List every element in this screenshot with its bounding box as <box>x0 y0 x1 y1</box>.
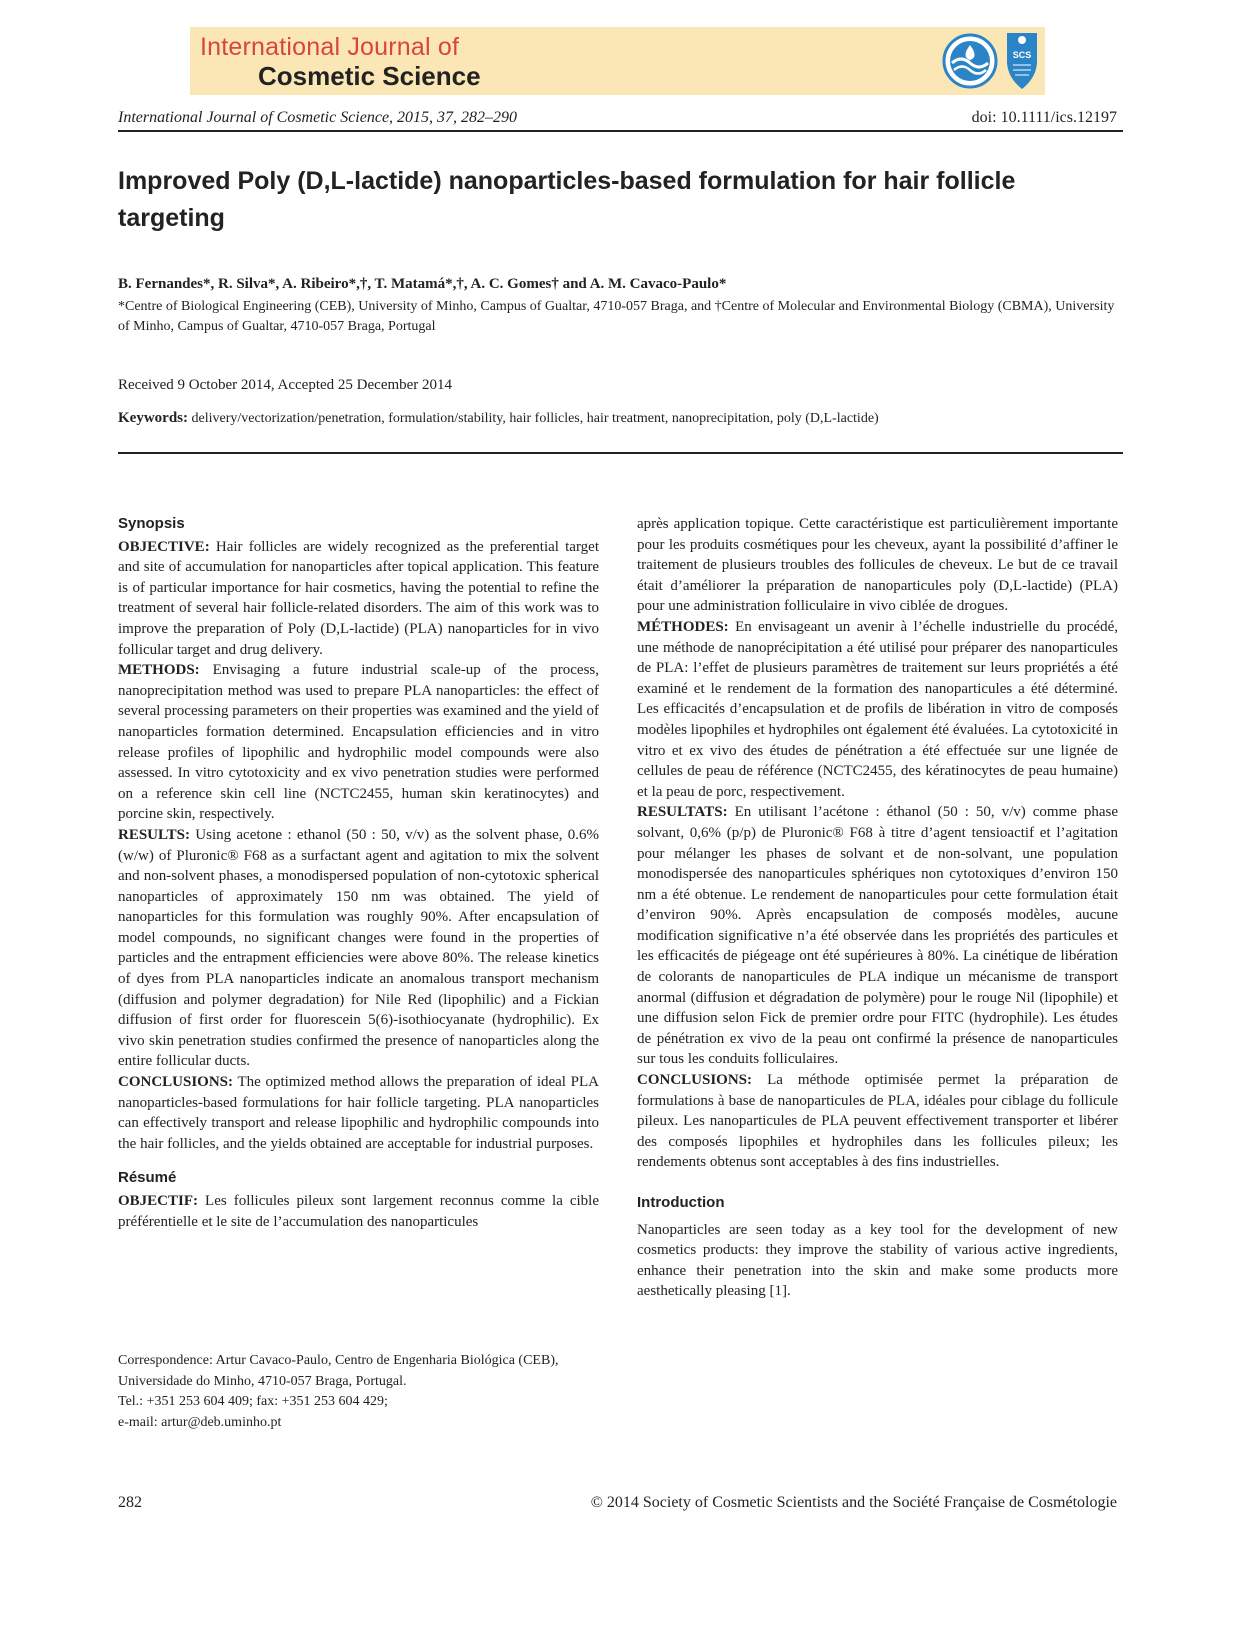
article-title: Improved Poly (D,L-lactide) nanoparticles-based formulation for hair follicle targeting <box>118 167 1016 232</box>
svg-text:SCS: SCS <box>1012 50 1032 60</box>
synopsis-results: RESULTS: Using acetone : ethanol (50 : 50, v/v) as the solvent phase, 0.6% (w/w) of Pluronic® F68 as a surfactant agent and agitation to mix the solvent and non-solvent phases, a monodispersed population of non-cytotoxic spherical nanoparticles of approximately 150 nm was obtained. The yield of nanoparticles for this formulation was roughly 90%. After encapsulation of model compounds, no significant changes were found in the properties of particles and the entrapment efficiencies were above 80%. The release kinetics of dyes from PLA nanoparticles indicate an anomalous transport mechanism (diffusion and polymer degradation) for Nile Red (lipophilic) and a Fickian diffusion of first order for fluorescein 5(6)-isothiocyanate (hydrophilic). Ex vivo skin penetration studies confirmed the presence of nanoparticles along the entire follicular ducts. <box>118 826 600 1070</box>
abstract-rule <box>118 452 1123 454</box>
synopsis-objective: OBJECTIVE: Hair follicles are widely recognized as the preferential target and site of accumulation for nanoparticles after topical application. This feature is of particular importance for hair cosmetics, having the potential to refine the treatment of several hair follicle-related disorders. The aim of this work was to improve the preparation of Poly (D,L-lactide) (PLA) nanoparticles for in vivo follicular target and drug delivery. <box>118 538 600 658</box>
keywords <box>118 410 879 427</box>
correspondence <box>118 1351 608 1433</box>
resume-heading: Résumé <box>118 1169 177 1187</box>
journal-name-line1: International Journal of <box>200 33 460 61</box>
header-rule <box>118 130 1123 132</box>
introduction-heading: Introduction <box>637 1194 725 1211</box>
journal-name-line2: Cosmetic Science <box>258 61 481 91</box>
keywords-text: delivery/vectorization/penetration, formulation/stability, hair follicles, hair treatment, nanoprecipitation, poly (D,L-lactide) <box>191 411 879 426</box>
received-dates: Received 9 October 2014, Accepted 25 December 2014 <box>118 377 453 393</box>
resume-objectif-start: OBJECTIF: Les follicules pileux sont largement reconnus comme la cible préférentielle et le site de l’accumulation des nanoparticules <box>118 1193 600 1230</box>
copyright: © 2014 Society of Cosmetic Scientists and the Société Française de Cosmétologie <box>590 1494 1117 1511</box>
author-list: B. Fernandes*, R. Silva*, A. Ribeiro*,†, T. Matamá*,†, A. C. Gomes† and A. M. Cavaco-Paulo* <box>118 276 727 292</box>
introduction-text: Nanoparticles are seen today as a key tool for the development of new cosmetics products: they improve the stability of various active ingredients, enhance their penetration into the skin and make some products more aesthetically pleasing [1]. <box>637 1221 1118 1300</box>
scs-shield-icon <box>1005 31 1039 91</box>
correspondence-address: Correspondence: Artur Cavaco-Paulo, Centro de Engenharia Biológica (CEB), Universidade do Minho, 4710-057 Braga, Portugal. <box>118 1353 559 1389</box>
journal-banner <box>190 27 1045 95</box>
doi: doi: 10.1111/ics.12197 <box>971 109 1117 126</box>
correspondence-email: e-mail: artur@deb.uminho.pt <box>118 1414 282 1430</box>
ifscc-logo-icon <box>942 33 998 89</box>
resume-resultats: RESULTATS: En utilisant l’acétone : éthanol (50 : 50, v/v) comme phase solvant, 0,6% (p/p) de Pluronic® F68 à titre d’agent tensioactif et l’agitation pour mélanger les phases de solvant et de non-solvant, une population monodispersée des nanoparticules sphériques non cytotoxiques d’environ 150 nm a été obtenue. Le rendement de nanoparticules pour cette formulation était d’environ 90%. Après encapsulation de composés modèles, aucune modification significative n’a été observée dans les propriétés des particules et les efficacités de piégeage ont été supérieures à 80%. La cinétique de libération de colorants de nanoparticules de PLA indique un mécanisme de transport anormal (diffusion et dégradation de polymère) pour le rouge Nil (lipophile) et une diffusion selon Fick de premier ordre pour FITC (hydrophile). Les études de pénétration ex vivo de la peau ont confirmé la présence de nanoparticules sur tous les conduits folliculaires. <box>637 804 1119 1068</box>
synopsis-heading: Synopsis <box>118 515 185 532</box>
page-number: 282 <box>118 1494 142 1511</box>
right-column <box>637 514 1118 1302</box>
resume-objectif-continued: après application topique. Cette caractéristique est particulièrement importante pour les produits cosmétiques pour les cheveux, ayant la possibilité d’affiner le traitement de plusieurs troubles des follicules de cheveux. Le but de ce travail était d’améliorer la préparation de nanoparticules poly (D,L-lactide) (PLA) pour une administration folliculaire in vivo ciblée de drogues. <box>637 516 1118 615</box>
resume-conclusions: CONCLUSIONS: La méthode optimisée permet la préparation de formulations à base de nanoparticules de PLA, idéales pour ciblage du follicule pileux. Les nanoparticules de PLA peuvent effectivement transporter et libérer des composés lipophiles et hydrophiles dans les follicules pileux; les rendements obtenus sont acceptables à des fins industrielles. <box>637 1072 1118 1171</box>
keywords-label: Keywords: <box>118 410 188 426</box>
synopsis-methods: METHODS: Envisaging a future industrial scale-up of the process, nanoprecipitation method was used to prepare PLA nanoparticles: the effect of several processing parameters on their properties was examined and the yield of nanoparticles formation determined. Encapsulation efficiencies and in vitro release profiles of lipophilic and hydrophilic model compounds were also assessed. In vitro cytotoxicity and ex vivo penetration studies were performed on a reference skin cell line (NCTC2455, human skin keratinocytes) and porcine skin, respectively. <box>118 662 600 823</box>
running-citation: International Journal of Cosmetic Science, 2015, 37, 282–290 <box>118 109 518 126</box>
resume-methodes: MÉTHODES: En envisageant un avenir à l’échelle industrielle du procédé, une méthode de nanoprécipitation a été utilisé pour préparer des nanoparticules de PLA: l’effet de plusieurs paramètres de traitement sur leurs propriétés a été examiné et le rendement de la formation des nanoparticules a été déterminé. Les efficacités d’encapsulation et de profils de libération in vitro de composés modèles lipophiles et hydrophiles ont également été évaluées. La cytotoxicité in vitro et ex vivo des études de pénétration a été effectuée sur une lignée de cellules de peau de référence (NCTC2455, des kératinocytes de peau humaine) et la peau de porc, respectivement. <box>637 618 1118 800</box>
correspondence-phone: Tel.: +351 253 604 409; fax: +351 253 604 429; <box>118 1394 388 1409</box>
synopsis-conclusions: CONCLUSIONS: The optimized method allows the preparation of ideal PLA nanoparticles-based formulations for hair follicle targeting. PLA nanoparticles can effectively transport and release lipophilic and hydrophilic compounds into the hair follicles, and the yields obtained are acceptable for industrial purposes. <box>118 1074 599 1152</box>
left-column <box>118 514 599 1232</box>
affiliation: *Centre of Biological Engineering (CEB), University of Minho, Campus of Gualtar, 4710-057 Braga, and †Centre of Molecular and Environmental Biology (CBMA), University of Minho, Campus of Gualtar, 4710-057 Braga, Portugal <box>118 299 1115 334</box>
